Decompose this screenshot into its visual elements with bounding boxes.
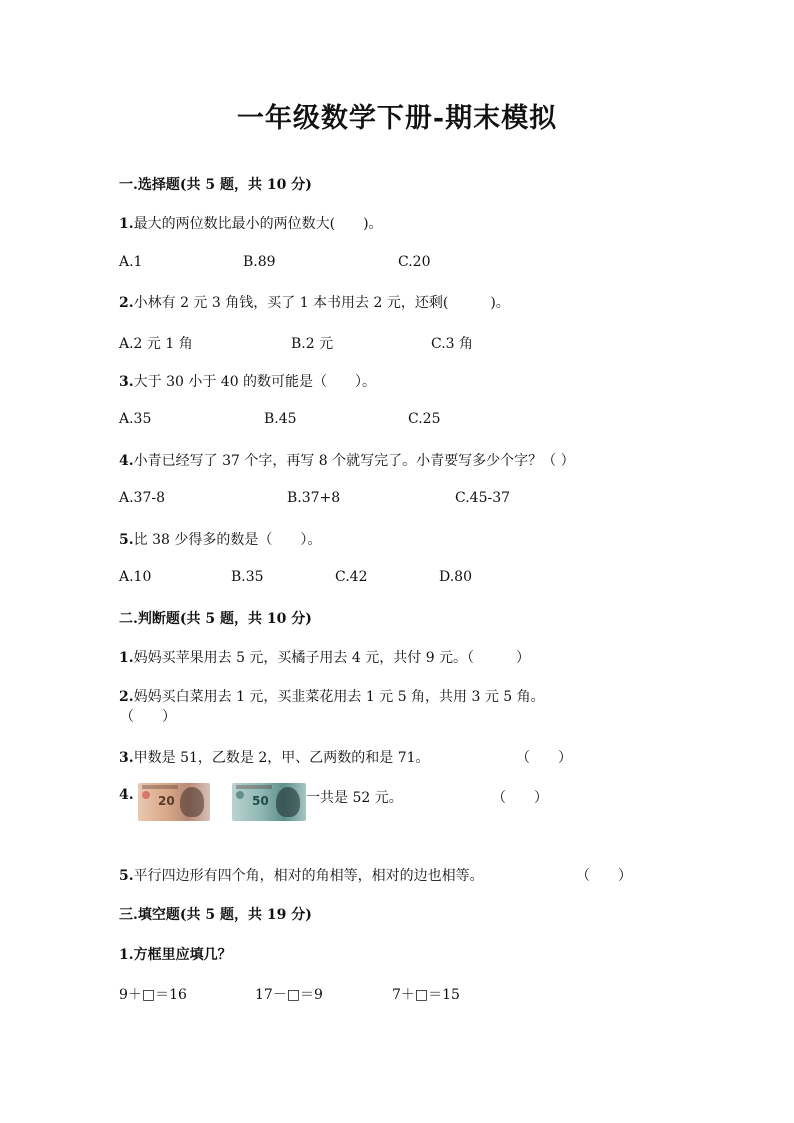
question-number: 1. [119, 650, 134, 666]
judge-question-4-text: 一共是 52 元。 [306, 790, 403, 806]
judge-question-5 [119, 865, 484, 885]
option-b: B.45 [264, 411, 297, 427]
question-number: 4. [119, 787, 134, 803]
answer-paren: （ ） [576, 868, 632, 884]
option-b: B.2 元 [291, 336, 334, 352]
question-number: 1. [119, 216, 134, 232]
question-text: 小林有 2 元 3 角钱，买了 1 本书用去 2 元，还剩( )。 [133, 295, 510, 311]
option-d: D.80 [439, 569, 472, 585]
option-b: B.35 [231, 569, 264, 585]
option-a: A.35 [119, 411, 152, 427]
question-number: 1. [119, 947, 134, 963]
option-b: B.37+8 [287, 490, 341, 506]
choice-question-2 [119, 292, 510, 312]
banknote-denomination: 50 [252, 794, 269, 808]
question-text: 大于 30 小于 40 的数可能是（ ）。 [133, 374, 377, 390]
question-number: 2. [119, 295, 134, 311]
banknote-denomination: 20 [158, 794, 175, 808]
option-b: B.89 [243, 254, 276, 270]
choice-question-4 [119, 450, 575, 470]
choice-question-5 [119, 529, 321, 549]
option-a: A.10 [119, 569, 152, 585]
question-text: 方框里应填几？ [133, 947, 232, 963]
question-number: 3. [119, 750, 134, 766]
question-text: 小青已经写了 37 个字，再写 8 个就写完了。小青要写多少个字？（ ） [133, 453, 575, 469]
option-c: C.25 [408, 411, 441, 427]
answer-paren: （ ） [120, 709, 176, 725]
option-c: C.45-37 [455, 490, 511, 506]
answer-paren: （ ） [492, 790, 548, 806]
judge-question-3 [119, 747, 430, 767]
question-number: 3. [119, 374, 134, 390]
question-text: 平行四边形有四个角，相对的角相等，相对的边也相等。 [133, 868, 484, 884]
fill-question-1 [119, 944, 232, 964]
option-c: C.20 [398, 254, 431, 270]
question-text: 妈妈买苹果用去 5 元，买橘子用去 4 元，共付 9 元。（ ） [133, 650, 531, 666]
question-text: 比 38 少得多的数是（ ）。 [133, 532, 322, 548]
equation-3: 7＋□＝15 [392, 987, 460, 1003]
question-number: 5. [119, 532, 134, 548]
option-a: A.1 [119, 254, 143, 270]
question-number: 2. [119, 689, 134, 705]
banknote-20-image [138, 783, 210, 821]
equation-1: 9＋□＝16 [119, 987, 187, 1003]
section-heading-choice: 一.选择题(共 5 题，共 10 分) [119, 177, 312, 193]
question-text: 最大的两位数比最小的两位数大( )。 [133, 216, 383, 232]
option-c: C.3 角 [431, 336, 474, 352]
option-a: A.37-8 [119, 490, 166, 506]
answer-paren: （ ） [516, 750, 572, 766]
question-text: 甲数是 51，乙数是 2，甲、乙两数的和是 71。 [133, 750, 430, 766]
choice-question-1 [119, 213, 383, 233]
option-a: A.2 元 1 角 [119, 336, 193, 352]
question-text: 妈妈买白菜用去 1 元，买韭菜花用去 1 元 5 角，共用 3 元 5 角。 [133, 689, 545, 705]
banknote-50-image [232, 783, 306, 821]
question-number: 4. [119, 453, 134, 469]
question-number: 5. [119, 868, 134, 884]
choice-question-3 [119, 371, 376, 391]
option-c: C.42 [335, 569, 368, 585]
section-heading-fill: 三.填空题(共 5 题，共 19 分) [119, 907, 312, 923]
equation-2: 17－□＝9 [255, 987, 323, 1003]
judge-question-1 [119, 647, 530, 667]
page-title: 一年级数学下册-期末模拟 [236, 103, 558, 134]
section-heading-judge: 二.判断题(共 5 题，共 10 分) [119, 611, 312, 627]
judge-question-2 [119, 686, 545, 706]
